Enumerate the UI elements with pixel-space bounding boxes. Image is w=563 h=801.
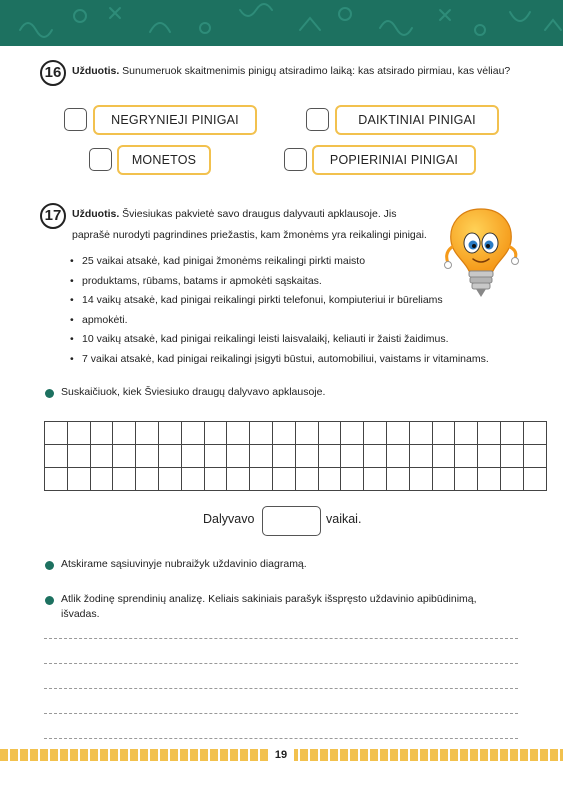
answer-line-4[interactable] xyxy=(44,713,518,714)
grid-cell[interactable] xyxy=(409,468,432,491)
grid-cell[interactable] xyxy=(272,445,295,468)
grid-cell[interactable] xyxy=(227,468,250,491)
page-header-band xyxy=(0,0,563,46)
grid-cell[interactable] xyxy=(432,468,455,491)
answer-line-2[interactable] xyxy=(44,663,518,664)
survey-results-list xyxy=(70,252,510,369)
list-item: • 7 vaikai atsakė, kad pinigai reikalingi įsigyti būstui, automobiliui, vaistams ir vitaminams. xyxy=(70,350,510,370)
grid-cell[interactable] xyxy=(204,445,227,468)
grid-cell[interactable] xyxy=(136,422,159,445)
grid-cell[interactable] xyxy=(318,445,341,468)
grid-cell[interactable] xyxy=(181,468,204,491)
grid-cell[interactable] xyxy=(67,468,90,491)
grid-cell[interactable] xyxy=(45,445,68,468)
answer-line-5[interactable] xyxy=(44,738,518,739)
order-box-3[interactable] xyxy=(89,148,112,171)
list-item-continuation: • apmokėti. xyxy=(70,311,510,331)
grid-cell[interactable] xyxy=(158,445,181,468)
grid-cell[interactable] xyxy=(523,445,546,468)
order-box-1[interactable] xyxy=(64,108,87,131)
answer-suffix: vaikai. xyxy=(326,512,362,526)
answer-line-1[interactable] xyxy=(44,638,518,639)
grid-cell[interactable] xyxy=(67,422,90,445)
bullet-dot-icon xyxy=(45,596,54,605)
grid-cell[interactable] xyxy=(45,422,68,445)
grid-cell[interactable] xyxy=(90,422,113,445)
list-item: • 14 vaikų atsakė, kad pinigai reikalingi pirkti telefonui, kompiuteriui ir būreliams xyxy=(70,291,510,311)
bullet-dot-icon xyxy=(45,561,54,570)
grid-cell[interactable] xyxy=(113,422,136,445)
option-card-3: MONETOS xyxy=(117,145,211,175)
calculation-grid[interactable] xyxy=(44,421,547,491)
grid-cell[interactable] xyxy=(318,468,341,491)
grid-cell[interactable] xyxy=(250,468,273,491)
grid-cell[interactable] xyxy=(227,445,250,468)
grid-cell[interactable] xyxy=(500,422,523,445)
instruction-diagram: Atskirame sąsiuvinyje nubraižyk uždavinio diagramą. xyxy=(61,558,307,570)
instruction-analysis-line-1: Atlik žodinę sprendinių analizę. Keliais sakiniais parašyk išspręsto uždavinio apibūdinimą, xyxy=(61,593,477,605)
grid-cell[interactable] xyxy=(341,445,364,468)
answer-prefix: Dalyvavo xyxy=(203,512,255,526)
grid-cell[interactable] xyxy=(181,422,204,445)
task-16-number-badge: 16 xyxy=(40,60,66,86)
grid-row xyxy=(45,468,547,491)
grid-cell[interactable] xyxy=(386,468,409,491)
grid-cell[interactable] xyxy=(455,445,478,468)
grid-cell[interactable] xyxy=(295,445,318,468)
grid-cell[interactable] xyxy=(341,468,364,491)
list-item: • 10 vaikų atsakė, kad pinigai reikalingi leisti laisvalaikį, keliauti ir žaisti žaidimus. xyxy=(70,330,510,350)
header-doodle-pattern xyxy=(0,0,563,46)
list-item: • 25 vaikai atsakė, kad pinigai žmonėms reikalingi pirkti maisto xyxy=(70,252,510,272)
option-card-2: DAIKTINIAI PINIGAI xyxy=(335,105,499,135)
grid-cell[interactable] xyxy=(204,422,227,445)
task-16-label: Užduotis. xyxy=(72,65,120,77)
instruction-count: Suskaičiuok, kiek Šviesiuko draugų dalyvavo apklausoje. xyxy=(61,386,326,398)
grid-cell[interactable] xyxy=(432,422,455,445)
grid-cell[interactable] xyxy=(272,422,295,445)
grid-cell[interactable] xyxy=(250,422,273,445)
grid-cell[interactable] xyxy=(386,445,409,468)
grid-row xyxy=(45,422,547,445)
grid-cell[interactable] xyxy=(478,468,501,491)
task-17-intro-line-2: paprašė nurodyti pagrindines priežastis, kam žmonėms yra reikalingi pinigai. xyxy=(72,229,427,241)
grid-cell[interactable] xyxy=(90,468,113,491)
option-card-1: NEGRYNIEJI PINIGAI xyxy=(93,105,257,135)
task-17-intro-line-1 xyxy=(72,207,452,222)
task-17-intro-text: Šviesiukas pakvietė savo draugus dalyvauti apklausoje. Jis xyxy=(122,208,397,220)
grid-cell[interactable] xyxy=(432,445,455,468)
grid-cell[interactable] xyxy=(364,468,387,491)
answer-input-box[interactable] xyxy=(262,506,321,536)
grid-cell[interactable] xyxy=(136,445,159,468)
grid-cell[interactable] xyxy=(523,422,546,445)
grid-cell[interactable] xyxy=(386,422,409,445)
grid-cell[interactable] xyxy=(455,422,478,445)
bullet-dot-icon xyxy=(45,389,54,398)
grid-cell[interactable] xyxy=(181,445,204,468)
grid-cell[interactable] xyxy=(364,422,387,445)
grid-cell[interactable] xyxy=(158,422,181,445)
grid-row xyxy=(45,445,547,468)
order-box-4[interactable] xyxy=(284,148,307,171)
task-17-label: Užduotis. xyxy=(72,208,120,220)
grid-cell[interactable] xyxy=(478,445,501,468)
grid-cell[interactable] xyxy=(478,422,501,445)
instruction-analysis-line-2: išvadas. xyxy=(61,608,100,620)
list-item-continuation: • produktams, rūbams, batams ir apmokėti sąskaitas. xyxy=(70,272,510,292)
grid-cell[interactable] xyxy=(272,468,295,491)
order-box-2[interactable] xyxy=(306,108,329,131)
task-16-prompt xyxy=(72,64,524,79)
grid-cell[interactable] xyxy=(67,445,90,468)
grid-cell[interactable] xyxy=(500,468,523,491)
grid-cell[interactable] xyxy=(318,422,341,445)
answer-line-3[interactable] xyxy=(44,688,518,689)
grid-cell[interactable] xyxy=(364,445,387,468)
grid-cell[interactable] xyxy=(227,422,250,445)
task-17-number-badge: 17 xyxy=(40,203,66,229)
grid-cell[interactable] xyxy=(113,468,136,491)
page-number: 19 xyxy=(268,746,294,764)
grid-cell[interactable] xyxy=(113,445,136,468)
grid-cell[interactable] xyxy=(295,422,318,445)
grid-cell[interactable] xyxy=(409,422,432,445)
grid-cell[interactable] xyxy=(45,468,68,491)
grid-cell[interactable] xyxy=(523,468,546,491)
grid-cell[interactable] xyxy=(500,445,523,468)
task-16-text: Sunumeruok skaitmenimis pinigų atsiradimo laiką: kas atsirado pirmiau, kas vėliau? xyxy=(122,65,511,77)
grid-cell[interactable] xyxy=(409,445,432,468)
grid-cell[interactable] xyxy=(455,468,478,491)
grid-cell[interactable] xyxy=(295,468,318,491)
option-card-4: POPIERINIAI PINIGAI xyxy=(312,145,476,175)
grid-cell[interactable] xyxy=(136,468,159,491)
grid-cell[interactable] xyxy=(204,468,227,491)
grid-cell[interactable] xyxy=(341,422,364,445)
grid-cell[interactable] xyxy=(250,445,273,468)
grid-cell[interactable] xyxy=(158,468,181,491)
grid-cell[interactable] xyxy=(90,445,113,468)
